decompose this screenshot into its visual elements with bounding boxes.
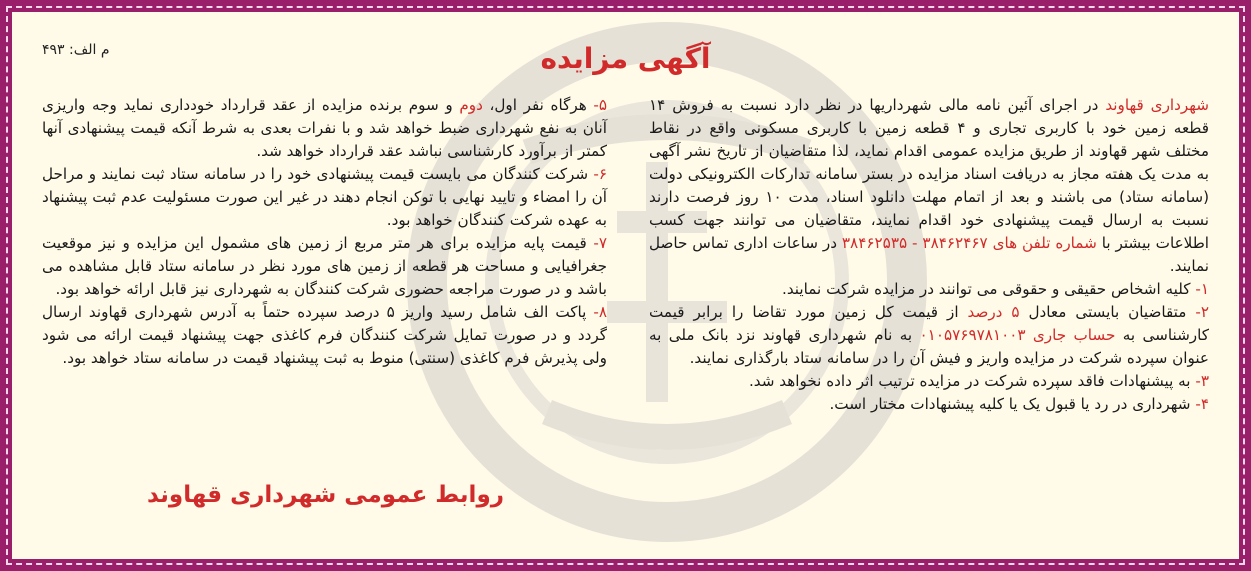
list-item [649, 370, 1209, 393]
ad-paper [12, 12, 1239, 559]
phone-numbers: شماره تلفن های ۳۸۴۶۲۴۶۷ - ۳۸۴۶۲۵۳۵ [841, 234, 1097, 252]
item-number: ۴- [1195, 395, 1209, 413]
list-item [42, 301, 607, 370]
right-column [649, 94, 1209, 416]
reference-number: م الف: ۴۹۳ [42, 42, 110, 58]
ad-frame-dashed-border [6, 6, 1245, 565]
item-text: شهرداری در رد یا قبول یک یا کلیه پیشنهادات مختار است. [829, 395, 1196, 413]
list-item [649, 301, 1209, 370]
page-title: آگهی مزایده [540, 42, 711, 75]
item-text: شرکت کنندگان می بایست قیمت پیشنهادی خود را در سامانه ستاد ثبت نمایند و مراحل آن را امضاء و تایید نهایی با توکن انجام دهند در غیر این صورت مسئولیت عدم ثبت پیشنهاد به عهده شرکت کنندگان خواهد بود. [42, 165, 607, 229]
item-text: و سوم برنده مزایده از عقد قرارداد خودداری نماید وجه واریزی آنان به نفع شهرداری ضبط خواهد شد و با نفرات بعدی به شرط آنکه قیمت پیشنهادی آنها کمتر از برآورد کارشناسی نباشد عقد قرارداد خواهد شد. [42, 96, 607, 160]
list-item [42, 163, 607, 232]
item-number: ۳- [1195, 372, 1209, 390]
list-item [649, 278, 1209, 301]
list-item [42, 232, 607, 301]
item-text: قیمت پایه مزایده برای هر متر مربع از زمین های مشمول این مزایده و نیز موقعیت جغرافیایی و مساحت هر قطعه از زمین های مورد نظر در سامانه ستاد قابل مشاهده می باشد و در صورت مراجعه حضوری شرکت کنندگان به شهرداری نیز قابل ارائه خواهد بود. [42, 234, 607, 298]
item-number: ۵- [593, 96, 608, 114]
intro-paragraph [649, 94, 1209, 278]
bank-account: حساب جاری ۰۱۰۵۷۶۹۷۸۱۰۰۳ [919, 326, 1116, 344]
item-number: ۶- [593, 165, 607, 183]
item-number: ۱- [1195, 280, 1209, 298]
left-column [42, 94, 607, 370]
item-text: پاکت الف شامل رسید واریز ۵ درصد سپرده حتماً به آدرس شهرداری قهاوند ارسال گردد و در صورت تمایل شرکت کنندگان فرم کاغذی جهت پیشنهاد قیمت ارائه می شود ولی پذیرش فرم کاغذی (سنتی) منوط به ثبت پیشنهاد قیمت در سامانه ستاد خواهد بود. [42, 303, 607, 367]
item-text: از قیمت کل زمین مورد تقاضا را برابر قیمت کارشناسی به [649, 303, 1209, 344]
item-text: به پیشنهادات فاقد سپرده شرکت در مزایده ترتیب اثر داده نخواهد شد. [748, 372, 1196, 390]
intro-text-2: در ساعات اداری تماس حاصل نمایند. [649, 234, 1209, 275]
list-item [42, 94, 607, 163]
item-text: کلیه اشخاص حقیقی و حقوقی می توانند در مزایده شرکت نمایند. [782, 280, 1196, 298]
intro-text-1: در اجرای آئین نامه مالی شهرداریها در نظر دارد نسبت به فروش ۱۴ قطعه زمین خود با کاربری تجاری و ۴ قطعه زمین با کاربری مسکونی واقع در نقاط مختلف شهر قهاوند از طریق مزایده عمومی اقدام نماید، لذا متقاضیان از تاریخ نشر آگهی به مدت یک هفته مجاز به دریافت اسناد مزایده در بستر سامانه تدارکات الکترونیکی دولت (سامانه ستاد) می باشند و بعد از اتمام مهلت دانلود اسناد، مدت ۱۰ روز فرصت دارند نسبت به ارسال قیمت پیشنهادی خود اقدام نمایند، متقاضیان می توانند جهت کسب اطلاعات بیشتر با [649, 96, 1210, 252]
item-text: هرگاه نفر اول، [482, 96, 594, 114]
deposit-percent: ۵ درصد [967, 303, 1020, 321]
item-number: ۷- [593, 234, 607, 252]
item-text: به نام شهرداری قهاوند نزد بانک ملی به عنوان سپرده شرکت در مزایده واریز و فیش آن را در سامانه ستاد بارگذاری نمایند. [649, 326, 1209, 367]
footer-signature: روابط عمومی شهرداری قهاوند [147, 482, 504, 508]
item-text: متقاضیان بایستی معادل [1019, 303, 1196, 321]
list-item [649, 393, 1209, 416]
item-number: ۲- [1195, 303, 1209, 321]
item-highlight: دوم [459, 96, 483, 114]
item-number: ۸- [593, 303, 607, 321]
org-name: شهرداری قهاوند [1105, 96, 1209, 114]
